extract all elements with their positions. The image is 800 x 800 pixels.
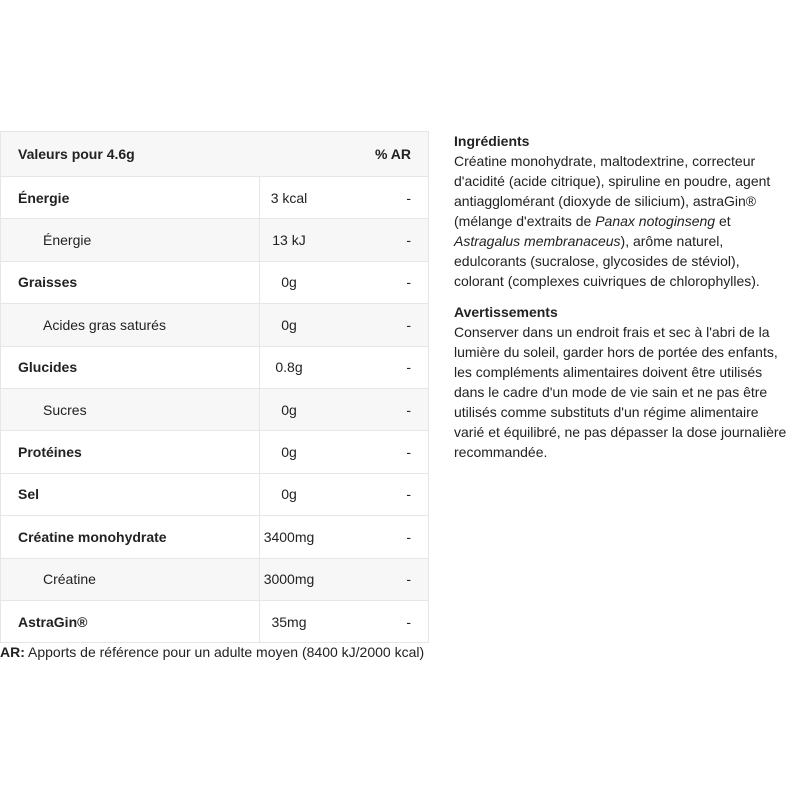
table-row [1, 558, 428, 600]
table-row [1, 473, 428, 515]
row-value: 13 kJ [272, 232, 306, 249]
nutrition-table [0, 131, 429, 643]
row-ar: - [406, 486, 411, 503]
row-ar: - [406, 444, 411, 461]
row-name: Glucides [1, 347, 260, 388]
row-ar: - [406, 571, 411, 588]
row-ar: - [406, 232, 411, 249]
table-row [1, 261, 428, 303]
row-value: 3 kcal [270, 189, 308, 206]
row-name: Créatine [1, 559, 260, 600]
table-row [1, 388, 428, 430]
footnote-text: Apports de référence pour un adulte moyen (8400 kJ/2000 kcal) [28, 644, 425, 660]
row-name: Sel [1, 474, 260, 515]
row-value: 3000mg [263, 571, 315, 588]
table-row [1, 346, 428, 388]
row-name: Créatine monohydrate [1, 516, 260, 557]
table-row [1, 218, 428, 260]
row-ar: - [406, 316, 411, 333]
row-value: 0g [281, 401, 297, 418]
row-ar: - [406, 359, 411, 376]
row-ar: - [406, 613, 411, 630]
row-value: 0g [281, 444, 297, 461]
row-value: 35mg [271, 613, 307, 630]
row-ar: - [406, 528, 411, 545]
row-name: Graisses [1, 262, 260, 303]
row-name: Énergie [1, 177, 260, 218]
row-value: 0g [281, 274, 297, 291]
row-name: Acides gras saturés [1, 304, 260, 345]
table-row [1, 303, 428, 345]
row-name: Sucres [1, 389, 260, 430]
table-header [1, 132, 428, 176]
warnings-text: Conserver dans un endroit frais et sec à l'abri de la lumière du soleil, garder hors de portée des enfants, les compléments alimentaires doivent être utilisés dans le cadre d'un mode de vie sain et ne pas être utilisés comme substituts d'un régime alimentaire varié et équilibré, ne pas dépasser la dose journalière recommandée. [454, 324, 787, 460]
footnote-label: AR: [0, 644, 25, 660]
row-value: 0.8g [275, 359, 303, 376]
row-value: 0g [281, 486, 297, 503]
ingredients-title: Ingrédients [454, 133, 530, 149]
footnote [0, 644, 424, 660]
header-ar: % AR [374, 146, 411, 162]
row-value: 3400mg [263, 528, 315, 545]
table-row [1, 600, 428, 642]
row-name: Protéines [1, 431, 260, 472]
row-value: 0g [281, 316, 297, 333]
row-name: AstraGin® [1, 601, 260, 642]
ingredients-text: Créatine monohydrate, maltodextrine, correcteur d'acidité (acide citrique), spiruline en poudre, agent antiagglomérant (dioxyde de silicium), astraGin® (mélange d'extraits de Panax notoginseng et Astragalus membranaceus), arôme naturel, edulcorants (sucralose, glycosides de stéviol), colorant (complexes cuivriques de chlorophylles). [454, 153, 771, 289]
table-row [1, 515, 428, 557]
info-panel [454, 131, 790, 473]
table-row [1, 176, 428, 218]
row-name: Énergie [1, 219, 260, 260]
warnings-title: Avertissements [454, 304, 558, 320]
table-row [1, 430, 428, 472]
row-ar: - [406, 189, 411, 206]
row-ar: - [406, 401, 411, 418]
row-ar: - [406, 274, 411, 291]
header-label: Valeurs pour 4.6g [18, 146, 135, 162]
